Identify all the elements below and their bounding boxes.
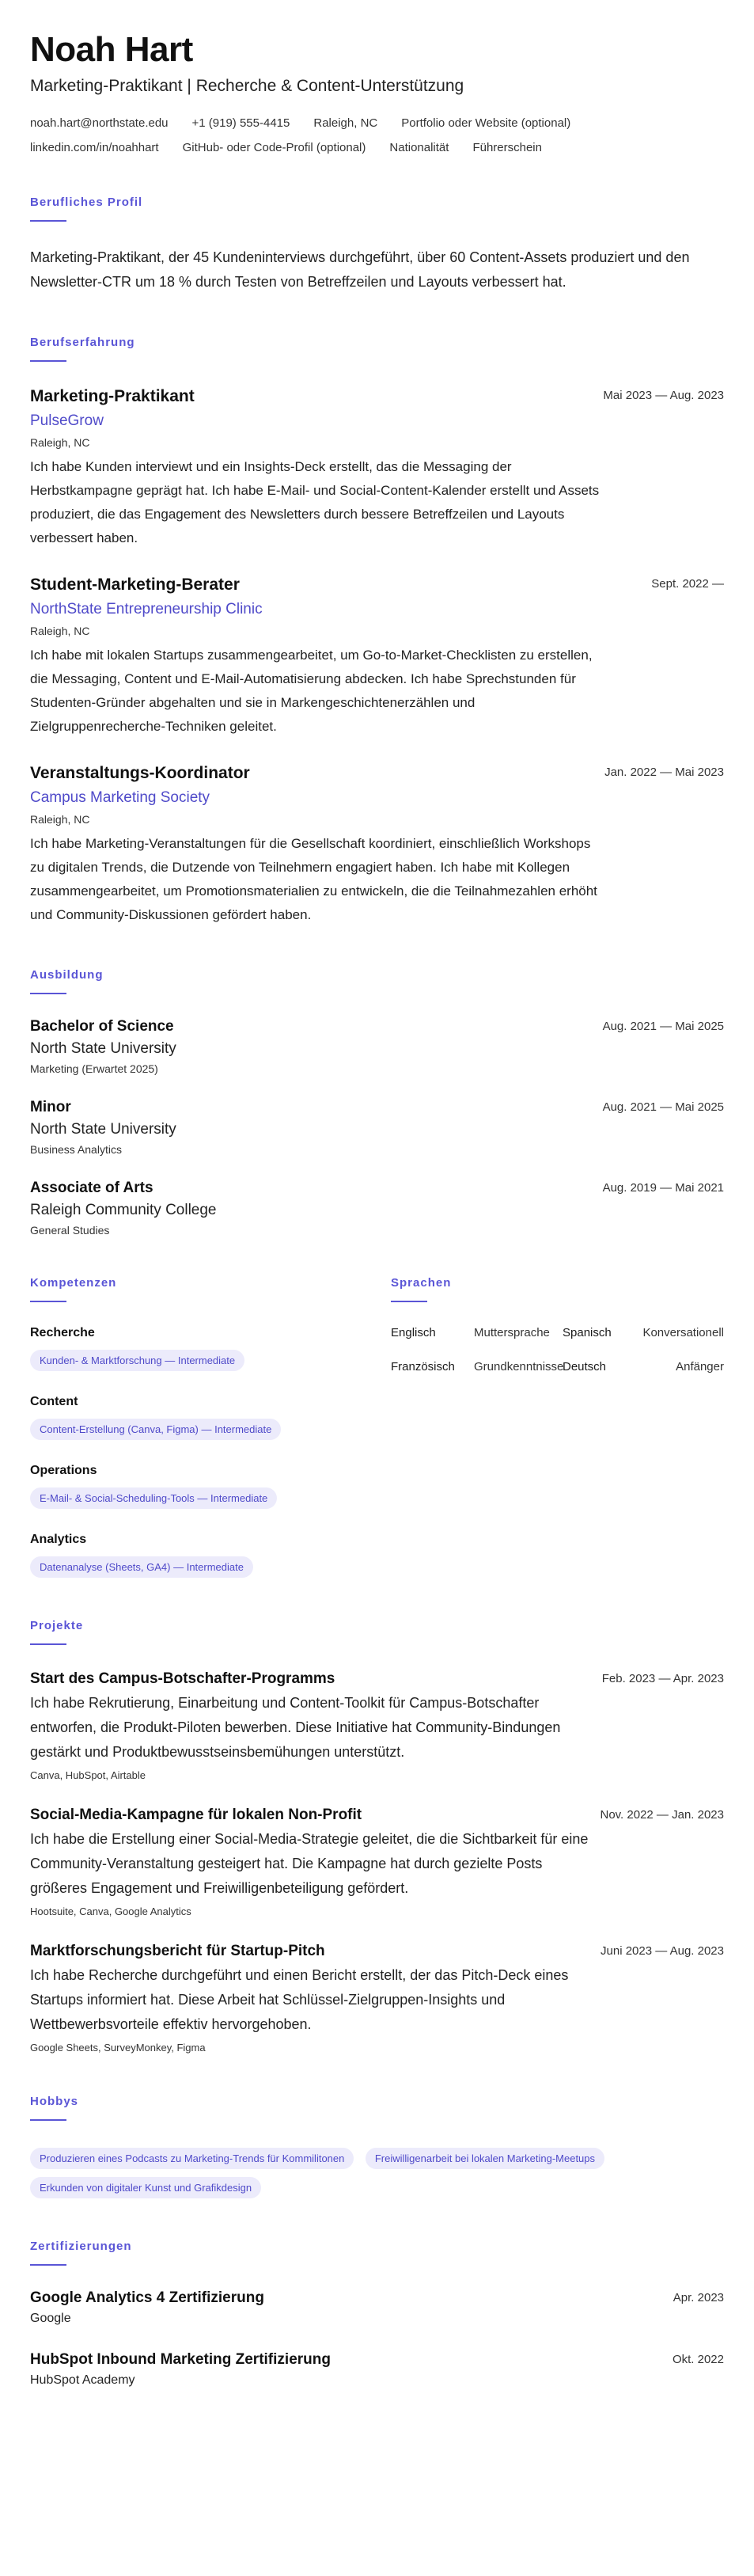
language-name: Französisch: [391, 1359, 455, 1373]
degree-title: Associate of Arts: [30, 1179, 153, 1196]
contact-location: Raleigh, NC: [313, 116, 378, 130]
skill-tag: Kunden- & Marktforschung — Intermediate: [30, 1350, 244, 1371]
certification-name: Google Analytics 4 Zertifizierung: [30, 2289, 264, 2306]
skills-languages-row: [30, 1276, 724, 1578]
project-name: Social-Media-Kampagne für lokalen Non-Profit: [30, 1806, 362, 1823]
skill-category: Analytics: [30, 1532, 87, 1546]
skill-category: Recherche: [30, 1325, 95, 1339]
certification-date: Apr. 2023: [673, 2290, 724, 2304]
job-title: Marketing-Praktikant: [30, 386, 195, 405]
degree-title: Bachelor of Science: [30, 1017, 174, 1035]
language-level: Anfänger: [676, 1359, 724, 1373]
education-entry: [30, 1099, 724, 1156]
job-dates: Jan. 2022 — Mai 2023: [604, 765, 724, 779]
section-divider: [30, 220, 66, 222]
section-title: Ausbildung: [30, 967, 104, 982]
hobbies-section: [30, 2095, 724, 2198]
education-detail: Business Analytics: [30, 1142, 122, 1156]
experience-section: [30, 336, 724, 927]
section-divider: [391, 1301, 427, 1302]
certification-name: HubSpot Inbound Marketing Zertifizierung: [30, 2350, 331, 2368]
contact-row-1: [30, 116, 724, 130]
project-name: Marktforschungsbericht für Startup-Pitch: [30, 1942, 325, 1959]
project-description: Ich habe Recherche durchgeführt und einen Bericht erstellt, der das Pitch-Deck eines Startups informiert hat. Diese Arbeit hat Schlüssel-Zielgruppen-Insights und Wettbewerbsvorteile effektiv hervorgehoben.: [30, 1966, 569, 2032]
language-level: Konversationell: [642, 1325, 724, 1339]
education-detail: General Studies: [30, 1223, 110, 1237]
languages-section: [391, 1276, 724, 1578]
skill-category: Operations: [30, 1463, 97, 1477]
hobbies-list: [30, 2140, 726, 2198]
certifications-section: [30, 2240, 724, 2388]
education-section: [30, 968, 724, 1237]
education-dates: Aug. 2021 — Mai 2025: [602, 1019, 724, 1033]
job-location: Raleigh, NC: [30, 435, 90, 449]
experience-entry: [30, 764, 724, 927]
project-tools: Hootsuite, Canva, Google Analytics: [30, 1905, 191, 1917]
contact-github[interactable]: GitHub- oder Code-Profil (optional): [182, 140, 366, 154]
job-title: Veranstaltungs-Koordinator: [30, 763, 250, 782]
experience-entry: [30, 387, 724, 550]
section-title: Berufliches Profil: [30, 195, 143, 209]
education-detail: Marketing (Erwartet 2025): [30, 1062, 158, 1075]
job-description: Ich habe Marketing-Veranstaltungen für die Gesellschaft koordiniert, einschließlich Workshops zu digitalen Trends, die Dutzende von Teilnehmern engagiert haben. Ich habe mit Kollegen zusammengearbeitet, um Promotionsmaterialien zu entwickeln, die die Teilnahmezahlen erhöht und Community-Diskussionen gefördert haben.: [30, 835, 597, 922]
project-description: Ich habe Rekrutierung, Einarbeitung und Content-Toolkit für Campus-Botschafter entworfen, die Produkt-Piloten bewerben. Diese Initiative hat Community-Bindungen gestärkt und Produktbewusstseinsbemühungen unterstützt.: [30, 1694, 561, 1760]
project-name: Start des Campus-Botschafter-Programms: [30, 1670, 335, 1687]
profile-section: [30, 196, 724, 294]
contact-row-2: [30, 141, 724, 154]
section-title: Projekte: [30, 1618, 84, 1632]
section-divider: [30, 1301, 66, 1302]
degree-title: Minor: [30, 1098, 71, 1115]
section-title: Hobbys: [30, 2094, 79, 2108]
employer-name: NorthState Entrepreneurship Clinic: [30, 600, 263, 617]
project-tools: Canva, HubSpot, Airtable: [30, 1769, 146, 1781]
skill-category: Content: [30, 1394, 78, 1408]
skill-tag: Datenanalyse (Sheets, GA4) — Intermediate: [30, 1556, 253, 1578]
certification-entry: [30, 2351, 724, 2388]
contact-linkedin[interactable]: linkedin.com/in/noahhart: [30, 140, 159, 154]
education-entry: [30, 1180, 724, 1237]
job-location: Raleigh, NC: [30, 624, 90, 637]
project-entry: [30, 1670, 724, 1781]
hobby-tag: Freiwilligenarbeit bei lokalen Marketing-Meetups: [366, 2148, 604, 2169]
job-description: Ich habe Kunden interviewt und ein Insights-Deck erstellt, das die Messaging der Herbstkampagne geprägt hat. Ich habe E-Mail- und Social-Content-Kalender erstellt und Assets produziert, die das Engagement des Newsletters durch bessere Betreffzeilen und Layouts verbessert haben.: [30, 458, 600, 545]
job-dates: Mai 2023 — Aug. 2023: [603, 388, 724, 402]
section-divider: [30, 360, 66, 362]
language-name: Deutsch: [563, 1359, 607, 1373]
candidate-headline: Marketing-Praktikant | Recherche & Content-Unterstützung: [30, 76, 464, 95]
education-entry: [30, 1018, 724, 1075]
experience-entry: [30, 576, 724, 739]
school-name: North State University: [30, 1039, 176, 1057]
job-location: Raleigh, NC: [30, 812, 90, 826]
job-dates: Sept. 2022 —: [651, 576, 724, 591]
project-entry: [30, 1943, 724, 2054]
section-divider: [30, 993, 66, 994]
resume-header: [30, 30, 724, 154]
candidate-name: Noah Hart: [30, 30, 193, 69]
certification-issuer: HubSpot Academy: [30, 2373, 135, 2387]
contact-email[interactable]: noah.hart@northstate.edu: [30, 116, 169, 130]
profile-text: Marketing-Praktikant, der 45 Kundeninterviews durchgeführt, über 60 Content-Assets produziert und den Newsletter-CTR um 18 % durch Testen von Betreffzeilen und Layouts verbessert hat.: [30, 249, 690, 290]
skill-tag: Content-Erstellung (Canva, Figma) — Intermediate: [30, 1419, 281, 1440]
employer-name: PulseGrow: [30, 412, 104, 429]
language-name: Spanisch: [563, 1325, 612, 1339]
project-dates: Nov. 2022 — Jan. 2023: [600, 1807, 724, 1822]
contact-drivers-license: Führerschein: [472, 140, 542, 154]
languages-list: [391, 1326, 724, 1373]
language-level: Muttersprache: [474, 1325, 550, 1339]
employer-name: Campus Marketing Society: [30, 788, 210, 806]
section-title: Kompetenzen: [30, 1275, 117, 1290]
school-name: Raleigh Community College: [30, 1201, 217, 1218]
project-dates: Juni 2023 — Aug. 2023: [601, 1943, 724, 1958]
section-title: Zertifizierungen: [30, 2239, 132, 2253]
job-description: Ich habe mit lokalen Startups zusammengearbeitet, um Go-to-Market-Checklisten zu erstellen, die Messaging, Content und E-Mail-Automatisierung abdecken. Ich habe Sprechstunden für Studenten-Gründer abgehalten und sie in Markengeschichtenerzählen und Zielgruppenrecherche-Techniken geleitet.: [30, 647, 593, 734]
skill-tag: E-Mail- & Social-Scheduling-Tools — Intermediate: [30, 1487, 277, 1509]
section-divider: [30, 2264, 66, 2266]
project-dates: Feb. 2023 — Apr. 2023: [601, 1671, 724, 1685]
section-divider: [30, 1643, 66, 1645]
section-title: Berufserfahrung: [30, 335, 135, 349]
hobby-tag: Erkunden von digitaler Kunst und Grafikdesign: [30, 2177, 261, 2198]
language-name: Englisch: [391, 1325, 436, 1339]
hobby-tag: Produzieren eines Podcasts zu Marketing-Trends für Kommilitonen: [30, 2148, 354, 2169]
certification-date: Okt. 2022: [672, 2352, 724, 2366]
section-divider: [30, 2119, 66, 2121]
contact-nationality: Nationalität: [389, 140, 449, 154]
skills-section: [30, 1276, 391, 1578]
certification-entry: [30, 2289, 724, 2326]
section-title: Sprachen: [391, 1275, 452, 1290]
project-entry: [30, 1807, 724, 1917]
education-dates: Aug. 2021 — Mai 2025: [602, 1100, 724, 1114]
project-description: Ich habe die Erstellung einer Social-Media-Strategie geleitet, die die Sichtbarkeit für eine Community-Veranstaltung gesteigert hat. Die Kampagne hat durch gezielte Posts größeres Engagement und Freiwilligenbeteiligung gefördert.: [30, 1830, 589, 1896]
education-dates: Aug. 2019 — Mai 2021: [602, 1180, 724, 1195]
job-title: Student-Marketing-Berater: [30, 575, 240, 594]
project-tools: Google Sheets, SurveyMonkey, Figma: [30, 2041, 206, 2054]
contact-phone[interactable]: +1 (919) 555-4415: [191, 116, 290, 130]
certification-issuer: Google: [30, 2311, 71, 2325]
school-name: North State University: [30, 1120, 176, 1138]
language-level: Grundkenntnisse: [474, 1359, 564, 1373]
projects-section: [30, 1619, 724, 2054]
contact-portfolio[interactable]: Portfolio oder Website (optional): [401, 116, 571, 130]
